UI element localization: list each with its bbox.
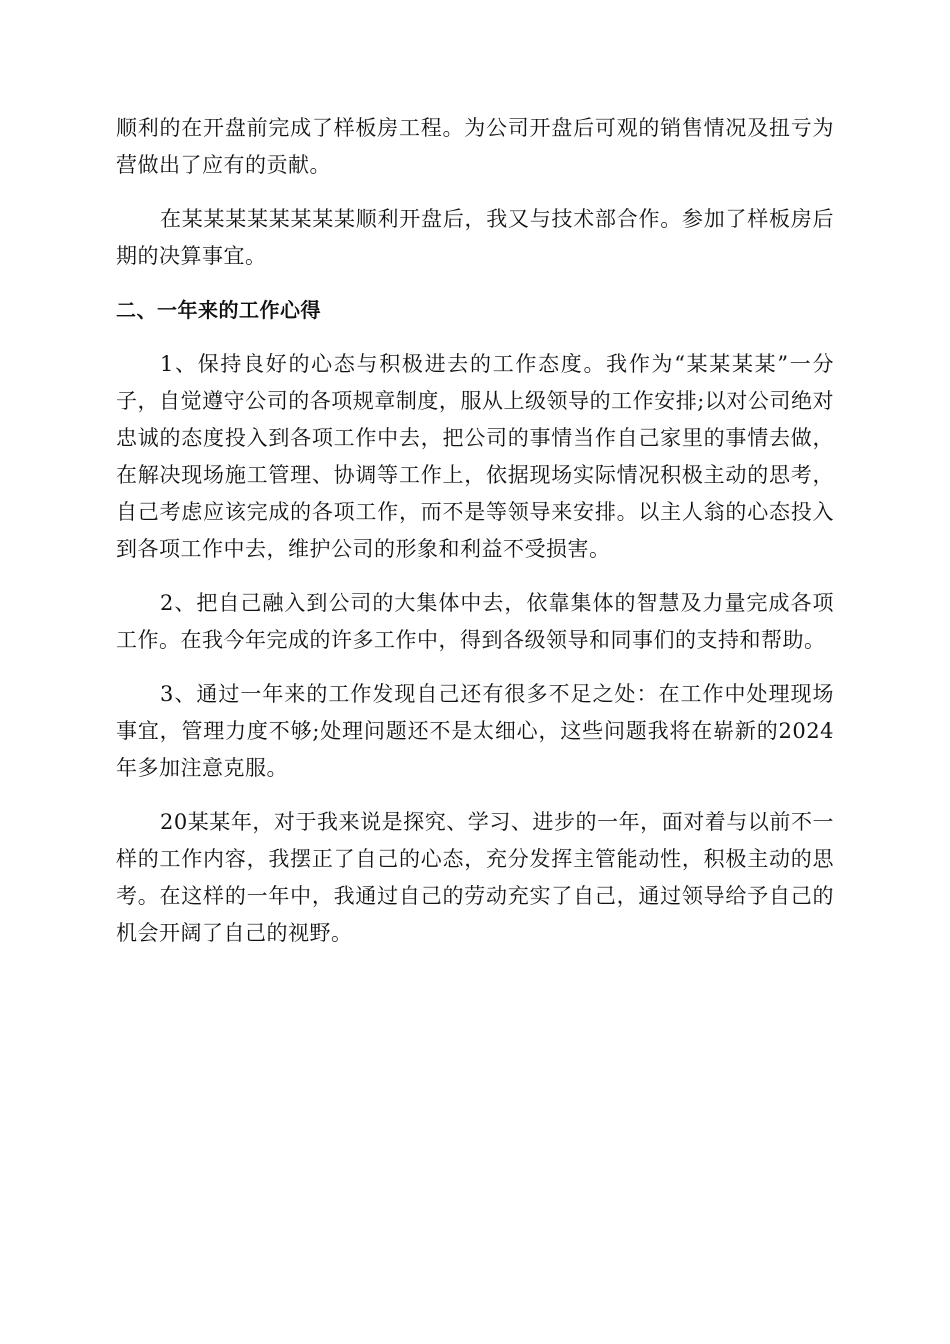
paragraph-settlement: 在某某某某某某某某顺利开盘后，我又与技术部合作。参加了样板房后期的决算事宜。 [116,207,834,268]
document-body [116,110,834,969]
closing-paragraph: 20某某年，对于我来说是探究、学习、进步的一年，面对着与以前不一样的工作内容，我摆正了自己的心态，充分发挥主管能动性，积极主动的思考。在这样的一年中，我通过自己的劳动充实了自己，通过领导给予自己的机会开阔了自己的视野。 [116,810,834,945]
point-3: 3、通过一年来的工作发现自己还有很多不足之处：在工作中处理现场事宜，管理力度不够;处理问题还不是太细心，这些问题我将在崭新的2024年多加注意克服。 [116,682,834,780]
paragraph-continuation: 顺利的在开盘前完成了样板房工程。为公司开盘后可观的销售情况及扭亏为营做出了应有的贡献。 [116,116,834,177]
point-1: 1、保持良好的心态与积极进去的工作态度。我作为“某某某某”一分子，自觉遵守公司的各项规章制度，服从上级领导的工作安排;以对公司绝对忠诚的态度投入到各项工作中去，把公司的事情当作自己家里的事情去做，在解决现场施工管理、协调等工作上，依据现场实际情况积极主动的思考，自己考虑应该完成的各项工作，而不是等领导来安排。以主人翁的心态投入到各项工作中去，维护公司的形象和利益不受损害。 [116,352,834,561]
section-heading: 二、一年来的工作心得 [116,298,321,322]
point-2: 2、把自己融入到公司的大集体中去，依靠集体的智慧及力量完成各项工作。在我今年完成的许多工作中，得到各级领导和同事们的支持和帮助。 [116,591,834,652]
